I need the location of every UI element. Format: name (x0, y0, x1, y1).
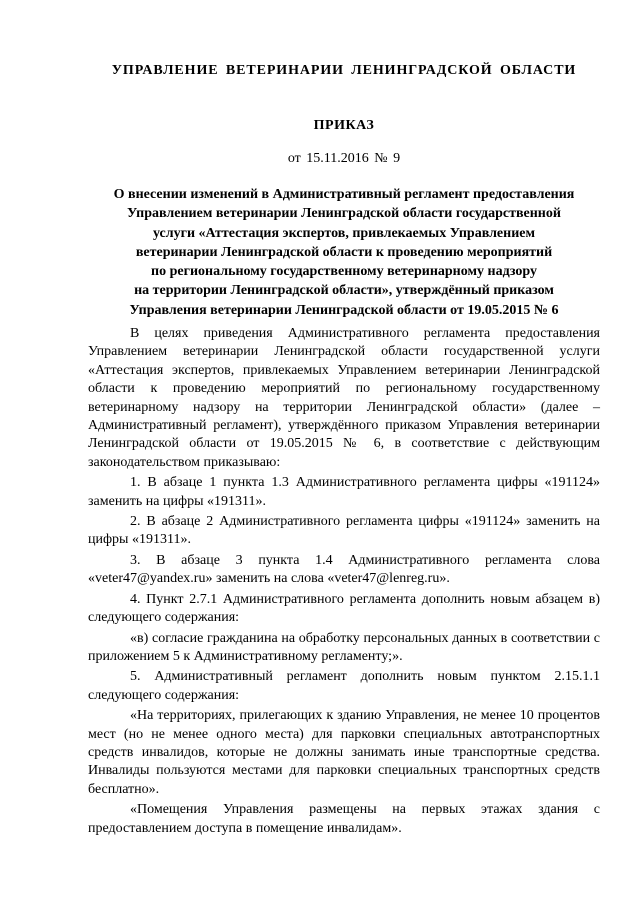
organization-heading: УПРАВЛЕНИЕ ВЕТЕРИНАРИИ ЛЕНИНГРАДСКОЙ ОБЛАСТИ (111, 63, 577, 78)
preamble-paragraph: В целях приведения Административного регламента предоставления Управлением ветеринарии Ленинградской области государственной услуги «Аттестация экспертов, привлекаемых Управлением ветеринарии Ленинградской области к проведению мероприятий по региональному государственному ветеринарному надзору на территории Ленинградской области» (далее – Административный регламент), утверждённого приказом Управления ветеринарии Ленинградской области от 19.05.2015 № 6, в соответствие с действующим законодательством приказываю: (88, 326, 600, 470)
clause-paragraph: 5. Административный регламент дополнить новым пунктом 2.15.1.1 следующего содержания: (88, 669, 600, 703)
subject-line: услуги «Аттестация экспертов, привлекаемых Управлением (152, 225, 536, 241)
quoted-paragraph: «в) согласие гражданина на обработку персональных данных в соответствии с приложением 5 к Административному регламенту;». (88, 630, 600, 664)
subject-line: Управления ветеринарии Ленинградской области от 19.05.2015 № 6 (129, 302, 559, 318)
subject-line: Управлением ветеринарии Ленинградской области государственной (127, 206, 561, 222)
subject-line: ветеринарии Ленинградской области к проведению мероприятий (135, 244, 553, 260)
subject-line: на территории Ленинградской области», утверждённый приказом (134, 283, 554, 299)
subject-line: по региональному государственному ветеринарному надзору (151, 264, 537, 280)
clause-paragraph: 3. В абзаце 3 пункта 1.4 Административного регламента слова «veter47@yandex.ru» заменить на слова «veter47@lenreg.ru». (88, 552, 600, 587)
clause-paragraph: 4. Пункт 2.7.1 Административного регламента дополнить новым абзацем в) следующего содержания: (88, 591, 600, 626)
quoted-paragraph: «Помещения Управления размещены на первых этажах здания с предоставлением доступа в помещение инвалидам». (88, 802, 600, 836)
order-subject (88, 185, 600, 320)
clause-paragraph: 1. В абзаце 1 пункта 1.3 Административного регламента цифры «191124» заменить на цифры «191311». (88, 475, 600, 509)
quoted-paragraph: «На территориях, прилегающих к зданию Управления, не менее 10 процентов мест (но не менее одного места) для парковки специальных автотранспортных средств инвалидов, которые не должны занимать иные транспортные средства. Инвалиды пользуются местами для парковки специальных транспортных средств бесплатно». (88, 708, 600, 797)
order-body (88, 325, 600, 838)
clause-paragraph: 2. В абзаце 2 Административного регламента цифры «191124» заменить на цифры «191311». (88, 514, 600, 548)
document-type-heading: ПРИКАЗ (313, 118, 375, 133)
order-date-number: от 15.11.2016 № 9 (287, 151, 401, 166)
subject-line: О внесении изменений в Административный регламент предоставления (113, 187, 575, 202)
